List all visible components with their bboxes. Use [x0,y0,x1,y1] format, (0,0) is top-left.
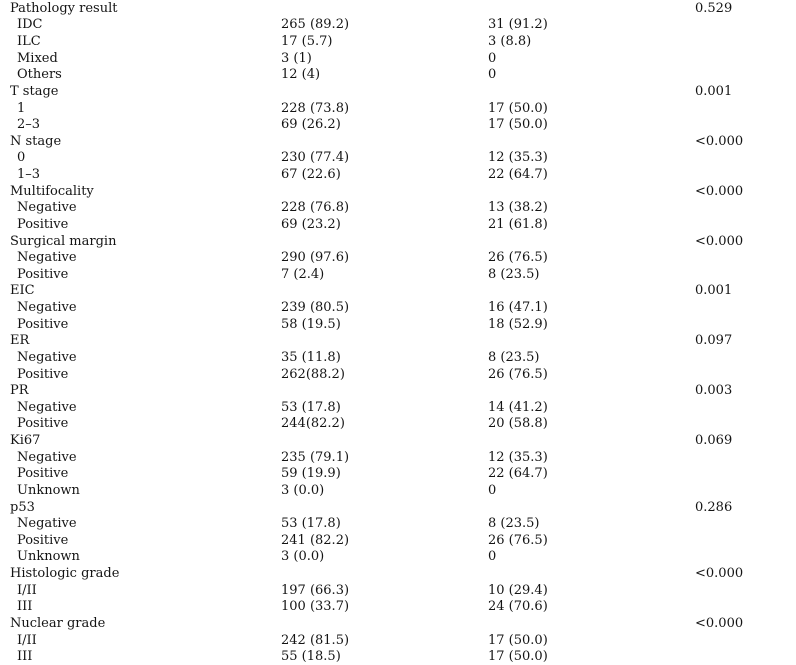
table-row [0,0,796,17]
table-row [0,449,796,466]
variable-subcategory-label: Positive [17,216,69,232]
variable-subcategory-label: Positive [17,416,69,432]
table-row [0,216,796,233]
variable-subcategory-label: 1–3 [17,167,41,183]
group2-value: 26 (76.5) [488,250,548,266]
group1-value: 58 (19.5) [281,316,341,332]
group2-value: 8 (23.5) [488,516,540,532]
group2-value: 21 (61.8) [488,216,548,232]
variable-subcategory-label: Positive [17,266,69,282]
p-value: 0.003 [695,383,733,399]
group2-value: 26 (76.5) [488,366,548,382]
table-row [0,183,796,200]
group2-value: 17 (50.0) [488,649,548,665]
group1-value: 100 (33.7) [281,599,350,615]
group1-value: 197 (66.3) [281,582,350,598]
group2-value: 31 (91.2) [488,17,548,33]
group2-value: 8 (23.5) [488,349,540,365]
group2-value: 16 (47.1) [488,300,548,316]
variable-label: Pathology result [10,0,118,16]
table-row [0,33,796,50]
group1-value: 53 (17.8) [281,399,341,415]
group1-value: 69 (26.2) [281,117,341,133]
group2-value: 26 (76.5) [488,532,548,548]
group2-value: 18 (52.9) [488,316,548,332]
table-row [0,249,796,266]
table-row [0,316,796,333]
group1-value: 3 (1) [281,50,312,66]
table-row [0,582,796,599]
variable-label: Ki67 [10,433,41,449]
p-value: 0.001 [695,283,733,299]
group1-value: 239 (80.5) [281,300,350,316]
variable-subcategory-label: Unknown [17,549,80,565]
variable-subcategory-label: 2–3 [17,117,41,133]
group1-value: 55 (18.5) [281,649,341,665]
variable-label: Nuclear grade [10,615,106,631]
variable-label: EIC [10,283,35,299]
group1-value: 244(82.2) [281,416,345,432]
table-row [0,333,796,350]
variable-subcategory-label: Others [17,67,62,83]
group1-value: 53 (17.8) [281,516,341,532]
table-row [0,648,796,665]
variable-subcategory-label: I/II [17,632,37,648]
group2-value: 0 [488,482,497,498]
group1-value: 59 (19.9) [281,466,341,482]
group1-value: 242 (81.5) [281,632,350,648]
group2-value: 0 [488,67,497,83]
table-row [0,632,796,649]
group2-value: 12 (35.3) [488,449,548,465]
group2-value: 8 (23.5) [488,266,540,282]
variable-subcategory-label: Positive [17,466,69,482]
group2-value: 0 [488,50,497,66]
variable-subcategory-label: I/II [17,582,37,598]
group2-value: 24 (70.6) [488,599,548,615]
variable-label: PR [10,383,29,399]
variable-subcategory-label: Positive [17,316,69,332]
group2-value: 17 (50.0) [488,632,548,648]
group2-value: 17 (50.0) [488,117,548,133]
p-value: <0.000 [695,566,744,582]
table-row [0,532,796,549]
table-row [0,233,796,250]
table-row [0,200,796,217]
group1-value: 12 (4) [281,67,321,83]
table-row [0,615,796,632]
table-row [0,416,796,433]
table-row [0,283,796,300]
table-row [0,599,796,616]
group1-value: 69 (23.2) [281,216,341,232]
variable-label: Histologic grade [10,566,120,582]
variable-subcategory-label: Negative [17,516,77,532]
table-row [0,100,796,117]
table-row [0,499,796,516]
variable-label: T stage [10,83,59,99]
variable-subcategory-label: Negative [17,349,77,365]
variable-label: Surgical margin [10,233,117,249]
table-row [0,366,796,383]
variable-label: N stage [10,133,62,149]
variable-subcategory-label: 0 [17,150,26,166]
table-row [0,299,796,316]
p-value: <0.000 [695,615,744,631]
variable-subcategory-label: Unknown [17,482,80,498]
group1-value: 3 (0.0) [281,549,325,565]
p-value: <0.000 [695,233,744,249]
table-row [0,565,796,582]
group1-value: 262(88.2) [281,366,345,382]
p-value: 0.286 [695,499,733,515]
group1-value: 228 (73.8) [281,100,350,116]
group1-value: 241 (82.2) [281,532,350,548]
p-value: 0.001 [695,83,733,99]
group1-value: 7 (2.4) [281,266,325,282]
table-row [0,266,796,283]
group1-value: 67 (22.6) [281,167,341,183]
group1-value: 265 (89.2) [281,17,350,33]
variable-subcategory-label: III [17,599,33,615]
p-value: 0.529 [695,0,733,16]
group2-value: 20 (58.8) [488,416,548,432]
variable-label: p53 [10,499,35,515]
p-value: <0.000 [695,133,744,149]
group2-value: 12 (35.3) [488,150,548,166]
variable-subcategory-label: Negative [17,300,77,316]
p-value: 0.097 [695,333,733,349]
table-row [0,166,796,183]
table-row [0,466,796,483]
variable-subcategory-label: Positive [17,366,69,382]
group2-value: 3 (8.8) [488,34,532,50]
variable-subcategory-label: Negative [17,449,77,465]
group2-value: 22 (64.7) [488,466,548,482]
table-row [0,549,796,566]
group1-value: 290 (97.6) [281,250,350,266]
table-row [0,50,796,67]
group2-value: 0 [488,549,497,565]
variable-label: ER [10,333,30,349]
table-row [0,17,796,34]
table-row [0,67,796,84]
group1-value: 230 (77.4) [281,150,350,166]
variable-subcategory-label: ILC [17,34,41,50]
variable-label: Multifocality [10,183,94,199]
group2-value: 17 (50.0) [488,100,548,116]
group2-value: 13 (38.2) [488,200,548,216]
group1-value: 17 (5.7) [281,34,333,50]
variable-subcategory-label: III [17,649,33,665]
table-row [0,382,796,399]
table-row [0,432,796,449]
group1-value: 3 (0.0) [281,482,325,498]
table-row [0,83,796,100]
table-row [0,515,796,532]
variable-subcategory-label: Negative [17,200,77,216]
table-row [0,349,796,366]
variable-subcategory-label: Negative [17,399,77,415]
table-row [0,482,796,499]
p-value: <0.000 [695,183,744,199]
group1-value: 228 (76.8) [281,200,350,216]
variable-subcategory-label: Positive [17,532,69,548]
table-row [0,399,796,416]
table-row [0,150,796,167]
group1-value: 35 (11.8) [281,349,341,365]
group2-value: 14 (41.2) [488,399,548,415]
variable-subcategory-label: Mixed [17,50,58,66]
p-value: 0.069 [695,433,733,449]
variable-subcategory-label: 1 [17,100,26,116]
variable-subcategory-label: Negative [17,250,77,266]
table-row [0,133,796,150]
table-row [0,116,796,133]
variable-subcategory-label: IDC [17,17,43,33]
group2-value: 22 (64.7) [488,167,548,183]
group1-value: 235 (79.1) [281,449,350,465]
group2-value: 10 (29.4) [488,582,548,598]
